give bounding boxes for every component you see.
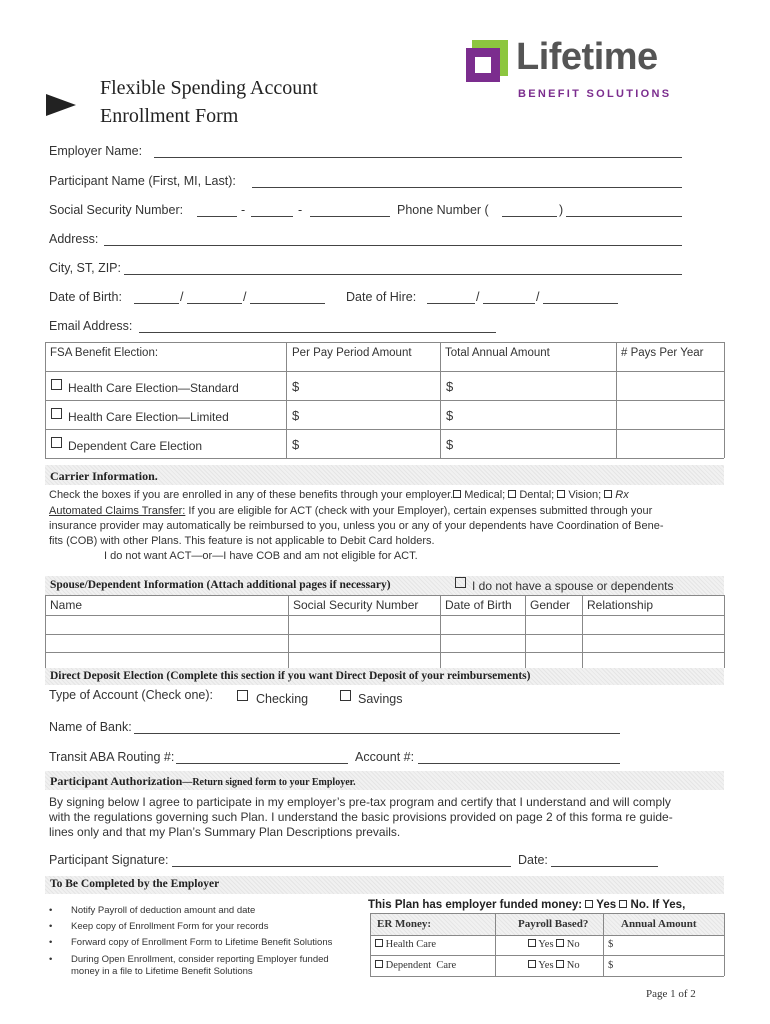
bullet-item: • Notify Payroll of deduction amount and date	[49, 905, 256, 916]
er-dependent-payroll	[528, 960, 580, 971]
logo-tagline: BENEFIT SOLUTIONS	[518, 88, 672, 100]
rx-checkbox[interactable]	[604, 490, 612, 498]
email-input[interactable]	[139, 332, 496, 333]
auth-paragraph	[49, 795, 673, 840]
bullet-text: money in a file to Lifetime Benefit Solutions	[71, 966, 253, 977]
savings-label: Savings	[358, 692, 403, 706]
routing-input[interactable]	[176, 763, 348, 764]
act-text-1: If you are eligible for ACT (check with your Employer), certain expenses submitted through your	[188, 505, 653, 517]
er-dependent-yes-checkbox[interactable]	[528, 960, 536, 968]
funded-label: This Plan has employer funded money:	[368, 899, 583, 911]
logo-brand: Lifetime	[516, 36, 658, 78]
er-dependent-label: Dependent Care	[385, 960, 457, 971]
city-input[interactable]	[124, 274, 682, 275]
form-title	[100, 74, 318, 130]
act-text-4: I do not want ACT—or—I have COB and am not eligible for ACT.	[104, 550, 418, 562]
health-standard-per[interactable]: $	[292, 379, 300, 394]
doh-label: Date of Hire:	[346, 290, 417, 304]
election-header-total: Total Annual Amount	[445, 347, 550, 359]
bullet-item: • Forward copy of Enrollment Form to Lifetime Benefit Solutions	[49, 937, 333, 948]
health-standard-checkbox[interactable]	[51, 379, 62, 390]
signature-input[interactable]	[172, 866, 511, 867]
bullet-item: • During Open Enrollment, consider reporting Employer funded	[49, 954, 329, 965]
no-dependents-label: I do not have a spouse or dependents	[472, 579, 674, 593]
title-line1: Flexible Spending Account	[100, 77, 318, 99]
er-health-checkbox[interactable]	[375, 939, 383, 947]
act-label: Automated Claims Transfer:	[49, 505, 186, 517]
act-paragraph	[49, 504, 664, 564]
dep-header-name: Name	[50, 598, 83, 612]
dependent-care-label: Dependent Care Election	[68, 439, 203, 453]
phone-area-input[interactable]	[502, 216, 557, 217]
no-dependents-checkbox[interactable]	[455, 577, 466, 588]
date-input[interactable]	[551, 866, 658, 867]
employer-name-label: Employer Name:	[49, 144, 143, 158]
health-limited-total[interactable]: $	[446, 408, 454, 423]
auth-text-1: By signing below I agree to participate in my employer’s pre-tax program and certify that I understand and will comply	[49, 795, 671, 809]
dep-header-relationship: Relationship	[587, 598, 654, 612]
auth-heading-sub: —Return signed form to your Employer.	[182, 777, 356, 788]
checking-checkbox[interactable]	[237, 690, 248, 701]
arrow-icon	[46, 94, 76, 116]
employer-bullets	[49, 903, 332, 978]
er-health-yes-label: Yes	[538, 939, 554, 950]
er-dependent-checkbox[interactable]	[375, 960, 383, 968]
auth-text-2: with the regulations governing such Plan. I understand the basic provisions provided on page 2 of this forma re guide-	[49, 810, 673, 824]
bullet-item: • Keep copy of Enrollment Form for your records	[49, 921, 269, 932]
election-header-pays: # Pays Per Year	[621, 347, 704, 359]
dep-header-dob: Date of Birth	[445, 598, 512, 612]
doh-input-year[interactable]	[543, 303, 618, 304]
account-label: Account #:	[355, 750, 415, 764]
health-limited-per[interactable]: $	[292, 408, 300, 423]
funded-no-checkbox[interactable]	[619, 900, 627, 908]
ssn-label: Social Security Number:	[49, 203, 184, 217]
doh-slash: /	[536, 290, 540, 304]
bullet-text: Notify Payroll of deduction amount and date	[71, 905, 256, 916]
election-header-per-pay: Per Pay Period Amount	[292, 347, 412, 359]
ssn-input-2[interactable]	[251, 216, 293, 217]
funded-yes-checkbox[interactable]	[585, 900, 593, 908]
health-limited-checkbox[interactable]	[51, 408, 62, 419]
er-header-amount: Annual Amount	[621, 918, 697, 930]
funded-question	[368, 899, 685, 911]
ssn-input-3[interactable]	[310, 216, 390, 217]
dob-slash: /	[243, 290, 247, 304]
vision-checkbox[interactable]	[557, 490, 565, 498]
ssn-separator: -	[241, 203, 246, 217]
title-line2: Enrollment Form	[100, 105, 239, 127]
rx-label: Rx	[615, 489, 629, 501]
dob-label: Date of Birth:	[49, 290, 122, 304]
doh-slash: /	[476, 290, 480, 304]
account-type-label: Type of Account (Check one):	[49, 688, 213, 702]
er-health-no-checkbox[interactable]	[556, 939, 564, 947]
address-label: Address:	[49, 232, 99, 246]
spouse-heading: Spouse/Dependent Information (Attach additional pages if necessary)	[50, 579, 391, 591]
company-logo	[466, 36, 686, 104]
dependent-care-per[interactable]: $	[292, 437, 300, 452]
dependent-care-checkbox[interactable]	[51, 437, 62, 448]
er-dependent-yes-label: Yes	[538, 960, 554, 971]
participant-name-label: Participant Name (First, MI, Last):	[49, 174, 236, 188]
er-health-yes-checkbox[interactable]	[528, 939, 536, 947]
er-dependent-no-checkbox[interactable]	[556, 960, 564, 968]
er-health-payroll	[528, 939, 580, 950]
employer-name-input[interactable]	[154, 157, 682, 158]
dental-label: Dental;	[519, 489, 555, 501]
dob-input-year[interactable]	[250, 303, 325, 304]
carrier-heading: Carrier Information.	[50, 469, 158, 483]
dependent-care-total[interactable]: $	[446, 437, 454, 452]
deposit-heading: Direct Deposit Election (Complete this section if you want Direct Deposit of your reimbursements)	[50, 670, 531, 682]
address-input[interactable]	[104, 245, 682, 246]
er-header-money: ER Money:	[377, 918, 432, 930]
routing-label: Transit ABA Routing #:	[49, 750, 175, 764]
funded-no-label: No. If Yes,	[630, 899, 686, 911]
er-row-dependent	[375, 960, 456, 971]
er-health-no-label: No	[566, 939, 580, 950]
dental-checkbox[interactable]	[508, 490, 516, 498]
funded-yes-label: Yes	[596, 899, 617, 911]
carrier-instruction: Check the boxes if you are enrolled in any of these benefits through your employer.	[49, 489, 454, 501]
auth-heading-main: Participant Authorization	[50, 774, 183, 788]
carrier-line1	[49, 489, 629, 501]
bank-label: Name of Bank:	[49, 720, 132, 734]
phone-number-input[interactable]	[566, 216, 682, 217]
auth-heading	[50, 774, 356, 789]
er-dependent-no-label: No	[566, 960, 580, 971]
bullet-text: Keep copy of Enrollment Form for your records	[71, 921, 269, 932]
health-standard-total[interactable]: $	[446, 379, 454, 394]
health-limited-label: Health Care Election—Limited	[68, 410, 229, 424]
participant-name-input[interactable]	[252, 187, 682, 188]
election-header-benefit: FSA Benefit Election:	[50, 347, 159, 359]
signature-label: Participant Signature:	[49, 853, 169, 867]
bank-input[interactable]	[134, 733, 620, 734]
ssn-separator: -	[298, 203, 303, 217]
page-number: Page 1 of 2	[646, 988, 696, 1000]
date-label: Date:	[518, 853, 548, 867]
ssn-input-1[interactable]	[197, 216, 237, 217]
email-label: Email Address:	[49, 319, 133, 333]
account-input[interactable]	[418, 763, 620, 764]
dob-input-month[interactable]	[134, 303, 179, 304]
dob-slash: /	[180, 290, 184, 304]
bullet-text: During Open Enrollment, consider reporting Employer funded	[71, 954, 329, 965]
er-health-amount[interactable]: $	[608, 939, 614, 950]
dob-input-day[interactable]	[187, 303, 242, 304]
act-text-3: fits (COB) with other Plans. This feature is not applicable to Debit Card holders.	[49, 535, 435, 547]
doh-input-day[interactable]	[483, 303, 535, 304]
doh-input-month[interactable]	[427, 303, 475, 304]
phone-label: Phone Number (	[397, 203, 489, 217]
phone-close: )	[559, 203, 564, 217]
bullet-text: Forward copy of Enrollment Form to Lifetime Benefit Solutions	[71, 937, 333, 948]
vision-label: Vision;	[568, 489, 602, 501]
city-label: City, ST, ZIP:	[49, 261, 121, 275]
er-header-payroll: Payroll Based?	[518, 918, 589, 930]
auth-text-3: lines only and that my Plan’s Summary Plan Descriptions prevails.	[49, 825, 401, 839]
dep-header-ssn: Social Security Number	[293, 598, 419, 612]
employer-heading: To Be Completed by the Employer	[50, 878, 220, 890]
medical-label: Medical;	[464, 489, 506, 501]
checking-label: Checking	[256, 692, 309, 706]
er-row-health	[375, 939, 436, 950]
logo-mark-icon	[466, 40, 510, 84]
er-dependent-amount[interactable]: $	[608, 960, 614, 971]
act-text-2: insurance provider may automatically be reimbursed to you, unless you or any of your dependents have Coordination of Bene-	[49, 520, 664, 532]
er-health-label: Health Care	[385, 939, 437, 950]
health-standard-label: Health Care Election—Standard	[68, 381, 239, 395]
medical-checkbox[interactable]	[453, 490, 461, 498]
savings-checkbox[interactable]	[340, 690, 351, 701]
bullet-item-cont	[49, 966, 332, 978]
dep-header-gender: Gender	[530, 598, 571, 612]
